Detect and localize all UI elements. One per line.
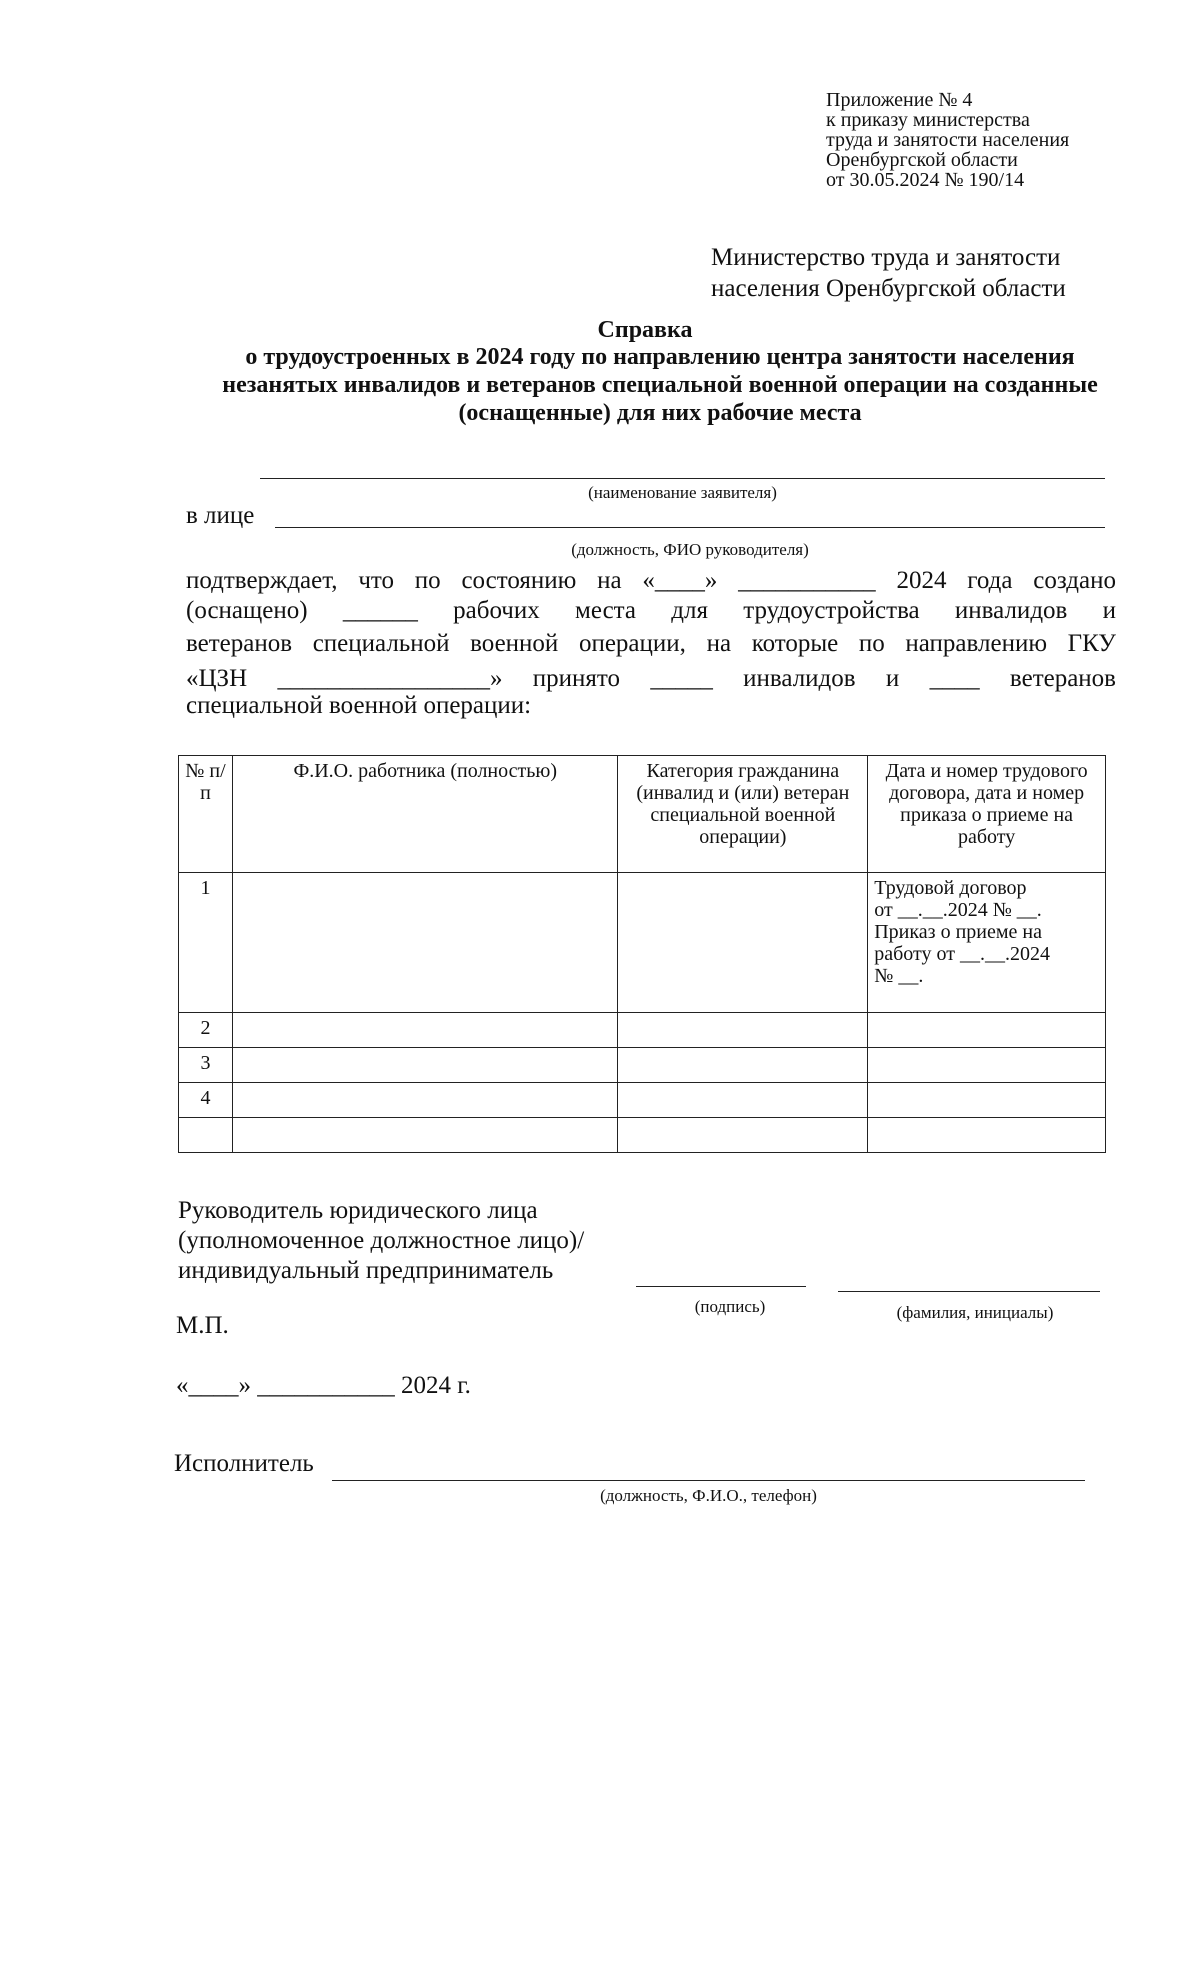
employees-table: [178, 755, 1106, 1153]
executor-label: Исполнитель: [174, 1450, 314, 1477]
representative-caption: (должность, ФИО руководителя): [571, 540, 809, 559]
row-category-cell[interactable]: [618, 1083, 868, 1118]
table-row: [179, 873, 1106, 1013]
header-category: Категория гражданина (инвалид и (или) ветеран специальной военной операции): [618, 756, 868, 873]
table-row: [179, 1013, 1106, 1048]
row-contract-cell[interactable]: [868, 873, 1106, 1013]
appendix-line: от 30.05.2024 № 190/14: [826, 169, 1025, 191]
statement-line-4: «ЦЗН _________________» принято _____ инвалидов и ____ ветеранов: [186, 665, 1116, 692]
signature-caption: (подпись): [694, 1297, 766, 1316]
contract-text: Приказ о приеме на: [874, 921, 1042, 943]
row-num: 4: [179, 1083, 233, 1118]
table-header-row: [179, 756, 1106, 873]
contract-text: Трудовой договор: [874, 877, 1027, 899]
row-name-cell[interactable]: [232, 1083, 618, 1118]
row-category-cell[interactable]: [618, 1048, 868, 1083]
signatory-line: Руководитель юридического лица: [178, 1197, 538, 1224]
row-name-cell[interactable]: [232, 1048, 618, 1083]
header-name: Ф.И.О. работника (полностью): [232, 756, 618, 873]
executor-line[interactable]: [332, 1480, 1085, 1481]
statement-line-3: ветеранов специальной военной операции, на которые по направлению ГКУ: [186, 630, 1116, 657]
table-row: [179, 1118, 1106, 1153]
statement-line-2: (оснащено) ______ рабочих места для трудоустройства инвалидов и: [186, 597, 1116, 624]
header-num: № п/п: [179, 756, 233, 873]
sign-date: «____» ___________ 2024 г.: [176, 1372, 471, 1399]
row-num: [179, 1118, 233, 1153]
appendix-note: [826, 90, 1186, 190]
representative-line[interactable]: [275, 527, 1105, 528]
row-category-cell[interactable]: [618, 1013, 868, 1048]
header-contract: Дата и номер трудового договора, дата и номер приказа о приеме на работу: [868, 756, 1106, 873]
contract-text: работу от __.__.2024: [874, 943, 1050, 965]
appendix-line: труда и занятости населения: [826, 129, 1070, 151]
signatory-block: [178, 1196, 698, 1286]
row-name-cell[interactable]: [232, 1118, 618, 1153]
in-person-label: в лице: [186, 502, 255, 529]
signatory-line: (уполномоченное должностное лицо)/: [178, 1227, 585, 1254]
row-contract-cell[interactable]: [868, 1118, 1106, 1153]
row-num: 1: [179, 873, 233, 1013]
applicant-name-caption: (наименование заявителя): [588, 483, 777, 502]
statement-line-5: специальной военной операции:: [186, 692, 532, 719]
contract-text: от __.__.2024 № __.: [874, 899, 1042, 921]
addressee: [711, 242, 1161, 304]
row-num: 3: [179, 1048, 233, 1083]
statement-line-1: подтверждает, что по состоянию на «____» ___________ 2024 года создано: [186, 567, 1116, 594]
contract-text: № __.: [874, 965, 924, 987]
signatory-line: индивидуальный предприниматель: [178, 1257, 554, 1284]
row-name-cell[interactable]: [232, 1013, 618, 1048]
signature-line[interactable]: [636, 1286, 806, 1287]
name-initials-line[interactable]: [838, 1291, 1100, 1292]
row-num: 2: [179, 1013, 233, 1048]
stamp-mark: М.П.: [176, 1312, 229, 1339]
appendix-line: к приказу министерства: [826, 109, 1030, 131]
addressee-line: Министерство труда и занятости: [711, 244, 1061, 271]
document-subtitle: о трудоустроенных в 2024 году по направлению центра занятости населения незанятых инвалидов и ветеранов специальной военной операции на созданные (оснащенные) для них рабочие места: [222, 344, 1098, 426]
row-contract-cell[interactable]: [868, 1048, 1106, 1083]
applicant-name-line[interactable]: [260, 478, 1105, 479]
table-row: [179, 1048, 1106, 1083]
executor-caption: (должность, Ф.И.О., телефон): [600, 1486, 817, 1505]
row-name-cell[interactable]: [232, 873, 618, 1013]
row-contract-cell[interactable]: [868, 1083, 1106, 1118]
appendix-line: Приложение № 4: [826, 89, 973, 111]
name-initials-caption: (фамилия, инициалы): [896, 1303, 1054, 1322]
addressee-line: населения Оренбургской области: [711, 275, 1066, 302]
row-contract-cell[interactable]: [868, 1013, 1106, 1048]
document-title: Справка: [597, 317, 693, 343]
table-row: [179, 1083, 1106, 1118]
row-category-cell[interactable]: [618, 873, 868, 1013]
row-category-cell[interactable]: [618, 1118, 868, 1153]
appendix-line: Оренбургской области: [826, 149, 1018, 171]
